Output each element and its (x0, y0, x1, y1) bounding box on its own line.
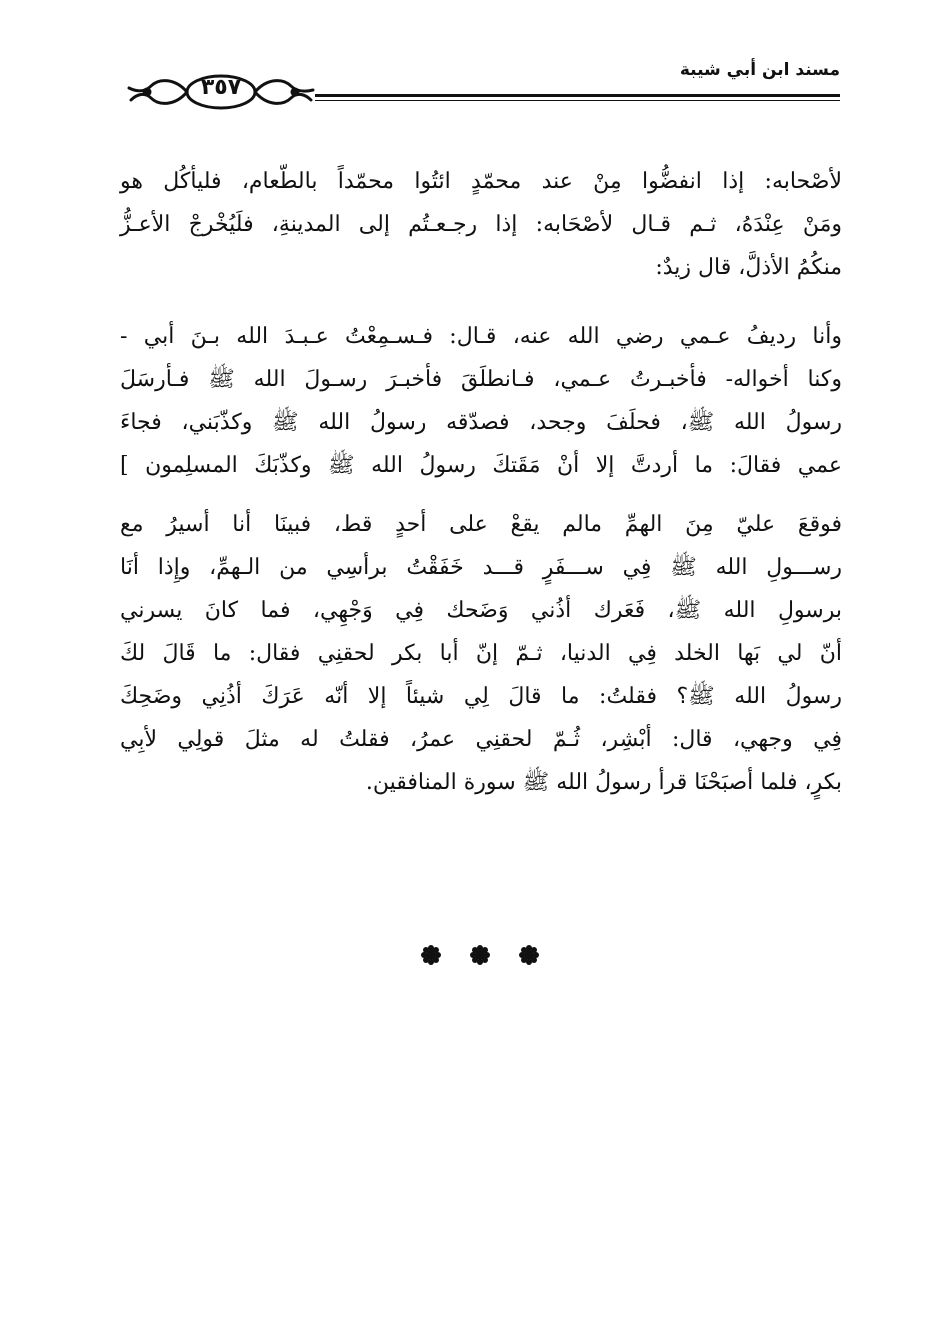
header-rule-thin (315, 100, 840, 101)
text-line: لأصْحابه: إذا انفضُّوا مِنْ عند محمّدٍ ائتُوا محمّداً بالطّعام، فليأكُل هو (120, 169, 842, 194)
page-number: ٣٥٧ (200, 75, 242, 100)
text-line: ومَنْ عِنْدَهُ، ثـم قـال لأصْحَابه: إذا رجـعـتُم إلى المدينةِ، فلَيُخْرجْ الأعـزُّ (120, 212, 842, 237)
text-line: فوقعَ عليّ مِنَ الهمِّ مالم يقعْ على أحدٍ قط، فبينَا أنا أسيرُ مع (120, 512, 842, 537)
text-line: منكُمُ الأذلَّ، قال زيدٌ: (655, 255, 842, 280)
text-line: عمي فقالَ: ما أردتَّ إلا أنْ مَقَتكَ رسولُ الله ﷺ وكذّبَكَ المسلِمون ] (120, 453, 842, 478)
star-flower-icon (469, 944, 491, 966)
text-line: بكرٍ، فلما أصبَحْنَا قرأ رسولُ الله ﷺ سورة المنافقين. (365, 770, 842, 795)
text-line: وأنا رديفُ عـمي رضي الله عنه، قـال: فـسـمِعْتُ عـبـدَ الله بـنَ أبي - (120, 324, 842, 349)
paragraph (120, 160, 842, 289)
text-line: رسولُ الله ﷺ، فحلَفَ وجحد، فصدّقه رسولُ الله ﷺ وكذّبَني، فجاءَ (120, 410, 842, 435)
paragraph (120, 503, 842, 804)
book-title: مسند ابن أبي شيبة (679, 60, 840, 80)
star-flower-icon (518, 944, 540, 966)
header-rule-thick (315, 94, 840, 97)
paragraph (120, 315, 842, 487)
text-line: فِي وجهي، قال: أبْشِر، ثُـمّ لحقنِي عمرُ، فقلتُ له مثلَ قولِي لأبِي (120, 727, 842, 752)
text-line: برسولِ الله ﷺ، فَعَرك أذُني وَضَحك فِي وَجْهِي، فما كانَ يسرني (120, 598, 842, 623)
page-header (125, 52, 840, 112)
body-text (120, 160, 842, 804)
text-line: رســـولِ الله ﷺ فِي ســـفَرٍ قـــد خَفَقْتُ برأسِي من الـهمِّ، وإِذا أنَا (120, 555, 842, 580)
star-flower-icon (420, 944, 442, 966)
text-line: أنّ لي بَها الخلد فِي الدنيا، ثـمّ إنّ أبا بكر لحقنِي فقال: ما قَالَ لكَ (120, 641, 842, 666)
text-line: رسولُ الله ﷺ؟ فقلتُ: ما قالَ لِي شيئاً إلا أنّه عَرَكَ أذُنِي وضَحِكَ (120, 684, 842, 709)
text-line: وكنا أخواله- فأخبـرتُ عـمي، فـانطلَقَ فأخبـرَ رسـولَ الله ﷺ فـأرسَلَ (120, 367, 842, 392)
section-separator (420, 944, 540, 968)
